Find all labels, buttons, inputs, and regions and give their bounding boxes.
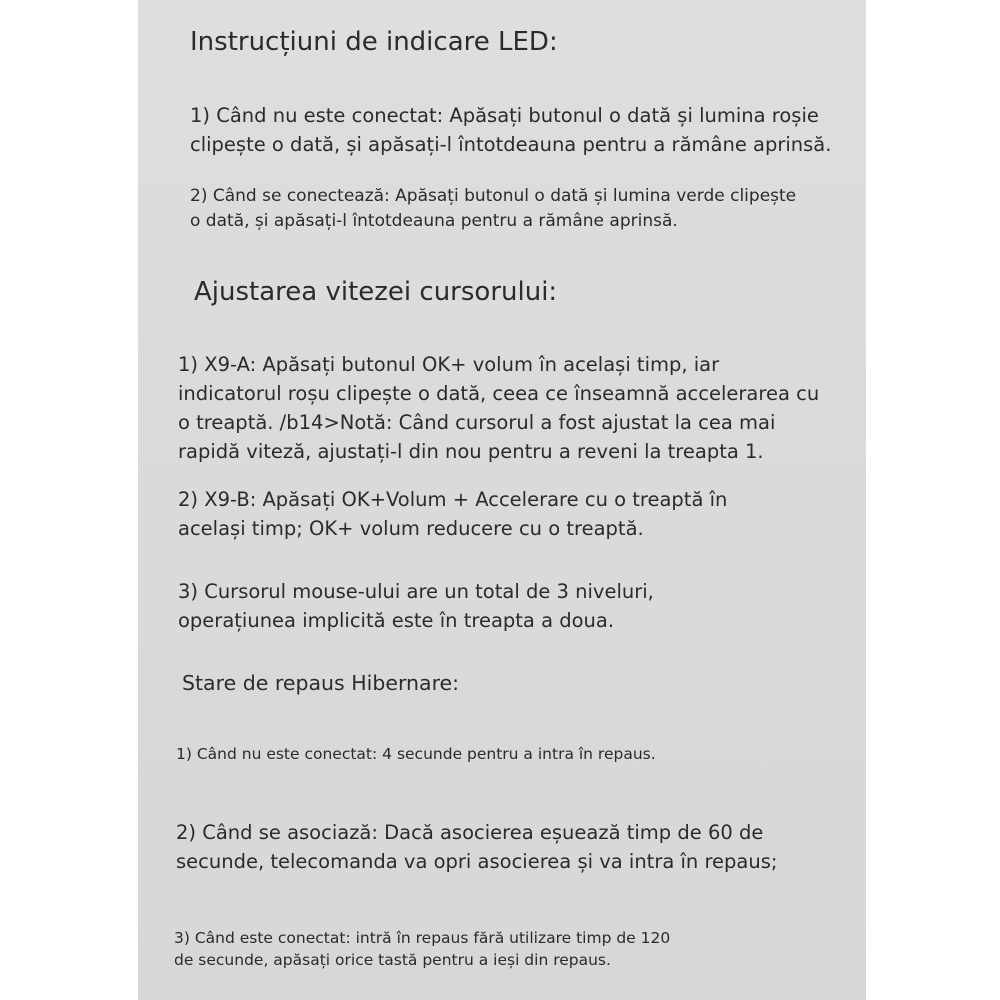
cursor-section-title: Ajustarea vitezei cursorului: — [194, 277, 558, 307]
led-item-2-line-2: o dată, și apăsați-l întotdeauna pentru a rămâne aprinsă. — [190, 211, 678, 231]
cursor-item-1 — [178, 350, 819, 466]
sleep-item-1 — [176, 743, 656, 765]
sleep-item-1-line-1: 1) Când nu este conectat: 4 secunde pentru a intra în repaus. — [176, 745, 656, 763]
led-section-title: Instrucțiuni de indicare LED: — [190, 27, 558, 57]
cursor-item-1-line-2: indicatorul roșu clipește o dată, ceea ce înseamnă accelerarea cu — [178, 382, 820, 405]
sleep-item-3-line-1: 3) Când este conectat: intră în repaus fără utilizare timp de 120 — [174, 929, 671, 947]
cursor-item-3 — [178, 577, 654, 635]
led-item-1-line-2: clipește o dată, și apăsați-l întotdeauna pentru a rămâne aprinsă. — [190, 133, 832, 156]
led-item-1 — [190, 101, 831, 159]
instruction-sheet — [138, 0, 866, 1000]
sleep-item-3-line-2: de secunde, apăsați orice tastă pentru a ieși din repaus. — [174, 951, 611, 969]
cursor-item-1-line-3: o treaptă. /b14>Notă: Când cursorul a fost ajustat la cea mai — [178, 411, 776, 434]
sleep-item-2-line-1: 2) Când se asociază: Dacă asocierea eșuează timp de 60 de — [176, 821, 764, 844]
sleep-section-title: Stare de repaus Hibernare: — [182, 671, 460, 695]
cursor-item-1-line-4: rapidă viteză, ajustați-l din nou pentru a reveni la treapta 1. — [178, 440, 764, 463]
cursor-item-2-line-2: același timp; OK+ volum reducere cu o treaptă. — [178, 517, 644, 540]
led-item-1-line-1: 1) Când nu este conectat: Apăsați butonul o dată și lumina roșie — [190, 104, 819, 127]
led-item-2-line-1: 2) Când se conectează: Apăsați butonul o dată și lumina verde clipește — [190, 186, 797, 206]
cursor-item-3-line-1: 3) Cursorul mouse-ului are un total de 3 niveluri, — [178, 580, 654, 603]
sleep-item-2-line-2: secunde, telecomanda va opri asocierea și va intra în repaus; — [176, 850, 778, 873]
sleep-item-2 — [176, 818, 777, 876]
cursor-item-2 — [178, 485, 727, 543]
led-item-2 — [190, 184, 796, 234]
cursor-item-3-line-2: operațiunea implicită este în treapta a doua. — [178, 609, 615, 632]
cursor-item-1-line-1: 1) X9-A: Apăsați butonul OK+ volum în același timp, iar — [178, 353, 720, 376]
sleep-item-3 — [174, 927, 670, 971]
cursor-item-2-line-1: 2) X9-B: Apăsați OK+Volum + Accelerare cu o treaptă în — [178, 488, 728, 511]
